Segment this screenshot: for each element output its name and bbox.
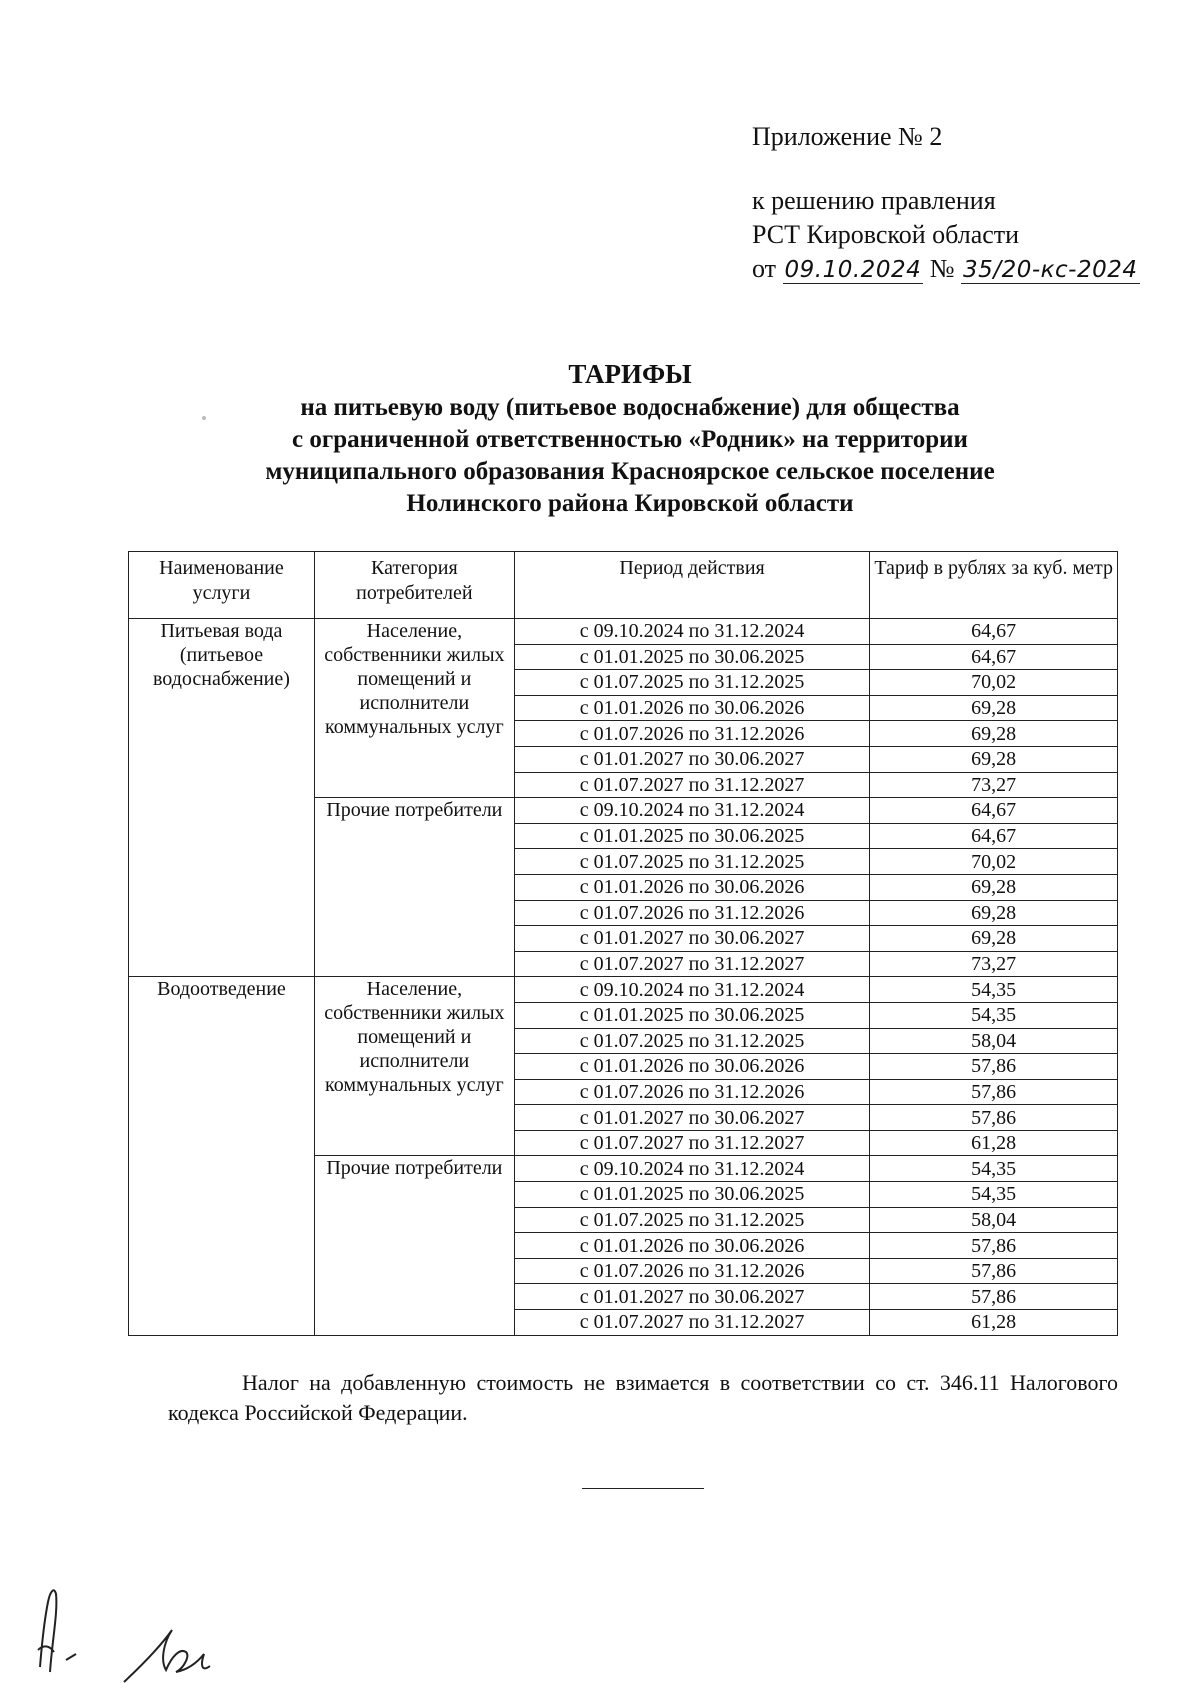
title-line-1: на питьевую воду (питьевое водоснабжение) для общества (300, 394, 960, 421)
period-cell: с 01.01.2025 по 30.06.2025 (514, 1182, 870, 1208)
header-period: Период действия (514, 552, 870, 619)
tariff-cell: 69,28 (870, 926, 1118, 952)
title-main: ТАРИФЫ (568, 359, 692, 389)
handwritten-number: 35/20-кс-2024 (963, 257, 1138, 283)
tariff-cell: 57,86 (870, 1258, 1118, 1284)
tariff-cell: 57,86 (870, 1105, 1118, 1131)
tariff-cell: 70,02 (870, 670, 1118, 696)
service-name-cell: Водоотведение (129, 977, 315, 1335)
period-cell: с 01.07.2027 по 31.12.2027 (514, 951, 870, 977)
tariff-cell: 69,28 (870, 695, 1118, 721)
period-cell: с 01.07.2026 по 31.12.2026 (514, 1079, 870, 1105)
title-line-2: с ограниченной ответственностью «Родник» на территории (292, 426, 968, 453)
tariff-cell: 69,28 (870, 900, 1118, 926)
tariff-cell: 70,02 (870, 849, 1118, 875)
period-cell: с 01.01.2027 по 30.06.2027 (514, 926, 870, 952)
tariff-cell: 54,35 (870, 1156, 1118, 1182)
period-cell: с 09.10.2024 по 31.12.2024 (514, 1156, 870, 1182)
period-cell: с 01.07.2027 по 31.12.2027 (514, 772, 870, 798)
header-category: Категория потребителей (314, 552, 514, 619)
end-rule (582, 1488, 704, 1489)
date-prefix: от (752, 254, 777, 283)
period-cell: с 01.01.2026 по 30.06.2026 (514, 874, 870, 900)
header-service: Наименование услуги (129, 552, 315, 619)
tariff-cell: 57,86 (870, 1054, 1118, 1080)
period-cell: с 09.10.2024 по 31.12.2024 (514, 619, 870, 645)
period-cell: с 01.07.2025 по 31.12.2025 (514, 1207, 870, 1233)
tariff-cell: 58,04 (870, 1028, 1118, 1054)
consumer-category-cell: Население, собственники жилых помещений и исполнители коммунальных услуг (314, 977, 514, 1156)
tariff-cell: 54,35 (870, 1182, 1118, 1208)
period-cell: с 01.07.2026 по 31.12.2026 (514, 721, 870, 747)
tax-note (168, 1368, 1118, 1428)
period-cell: с 01.01.2025 по 30.06.2025 (514, 1002, 870, 1028)
tariff-cell: 73,27 (870, 772, 1118, 798)
title-line-3: муниципального образования Красноярское сельское поселение (265, 458, 995, 485)
handwritten-date: 09.10.2024 (784, 257, 922, 283)
period-cell: с 01.07.2025 по 31.12.2025 (514, 849, 870, 875)
tariff-cell: 54,35 (870, 1002, 1118, 1028)
tariff-cell: 57,86 (870, 1233, 1118, 1259)
period-cell: с 09.10.2024 по 31.12.2024 (514, 977, 870, 1003)
tariff-cell: 57,86 (870, 1284, 1118, 1310)
table-row (129, 977, 1118, 1003)
decision-line-1: к решению правления (752, 186, 996, 215)
period-cell: с 01.07.2026 по 31.12.2026 (514, 900, 870, 926)
table-header-row (129, 552, 1118, 619)
period-cell: с 01.01.2026 по 30.06.2026 (514, 1054, 870, 1080)
initials-signature-icon (30, 1572, 110, 1682)
decision-date-line (752, 252, 1138, 287)
decision-line-2: РСТ Кировской области (752, 220, 1020, 249)
period-cell: с 01.01.2026 по 30.06.2026 (514, 1233, 870, 1259)
appendix-label: Приложение № 2 (752, 122, 943, 151)
consumer-category-cell: Прочие потребители (314, 1156, 514, 1335)
header-tariff: Тариф в рублях за куб. метр (870, 552, 1118, 619)
period-cell: с 01.07.2025 по 31.12.2025 (514, 670, 870, 696)
tariff-cell: 61,28 (870, 1310, 1118, 1336)
period-cell: с 01.01.2025 по 30.06.2025 (514, 823, 870, 849)
title-line-4: Нолинского района Кировской области (406, 490, 854, 517)
tariff-cell: 69,28 (870, 721, 1118, 747)
appendix-block (752, 120, 1138, 287)
tariff-cell: 61,28 (870, 1130, 1118, 1156)
period-cell: с 01.01.2025 по 30.06.2025 (514, 644, 870, 670)
tariff-cell: 64,67 (870, 644, 1118, 670)
tariff-cell: 73,27 (870, 951, 1118, 977)
tariff-cell: 64,67 (870, 619, 1118, 645)
tariff-cell: 64,67 (870, 823, 1118, 849)
period-cell: с 01.01.2027 по 30.06.2027 (514, 1105, 870, 1131)
period-cell: с 09.10.2024 по 31.12.2024 (514, 798, 870, 824)
period-cell: с 01.01.2026 по 30.06.2026 (514, 695, 870, 721)
table-body (129, 619, 1118, 1336)
document-title (130, 358, 1130, 520)
tariff-cell: 69,28 (870, 874, 1118, 900)
tariff-cell: 57,86 (870, 1079, 1118, 1105)
tariff-cell: 54,35 (870, 977, 1118, 1003)
tax-note-text: Налог на добавленную стоимость не взимается в соответствии со ст. 346.11 Налогового кодекса Российской Федерации. (168, 1370, 1118, 1425)
period-cell: с 01.07.2027 по 31.12.2027 (514, 1130, 870, 1156)
number-prefix: № (929, 254, 955, 283)
period-cell: с 01.07.2027 по 31.12.2027 (514, 1310, 870, 1336)
service-name-cell: Питьевая вода (питьевое водоснабжение) (129, 619, 315, 977)
tariff-cell: 64,67 (870, 798, 1118, 824)
consumer-category-cell: Население, собственники жилых помещений и исполнители коммунальных услуг (314, 619, 514, 798)
period-cell: с 01.01.2027 по 30.06.2027 (514, 1284, 870, 1310)
period-cell: с 01.07.2026 по 31.12.2026 (514, 1258, 870, 1284)
tariff-table (128, 551, 1118, 1336)
tariff-cell: 58,04 (870, 1207, 1118, 1233)
period-cell: с 01.01.2027 по 30.06.2027 (514, 746, 870, 772)
period-cell: с 01.07.2025 по 31.12.2025 (514, 1028, 870, 1054)
table-row (129, 619, 1118, 645)
consumer-category-cell: Прочие потребители (314, 798, 514, 977)
tariff-cell: 69,28 (870, 746, 1118, 772)
signature-icon (120, 1612, 230, 1692)
